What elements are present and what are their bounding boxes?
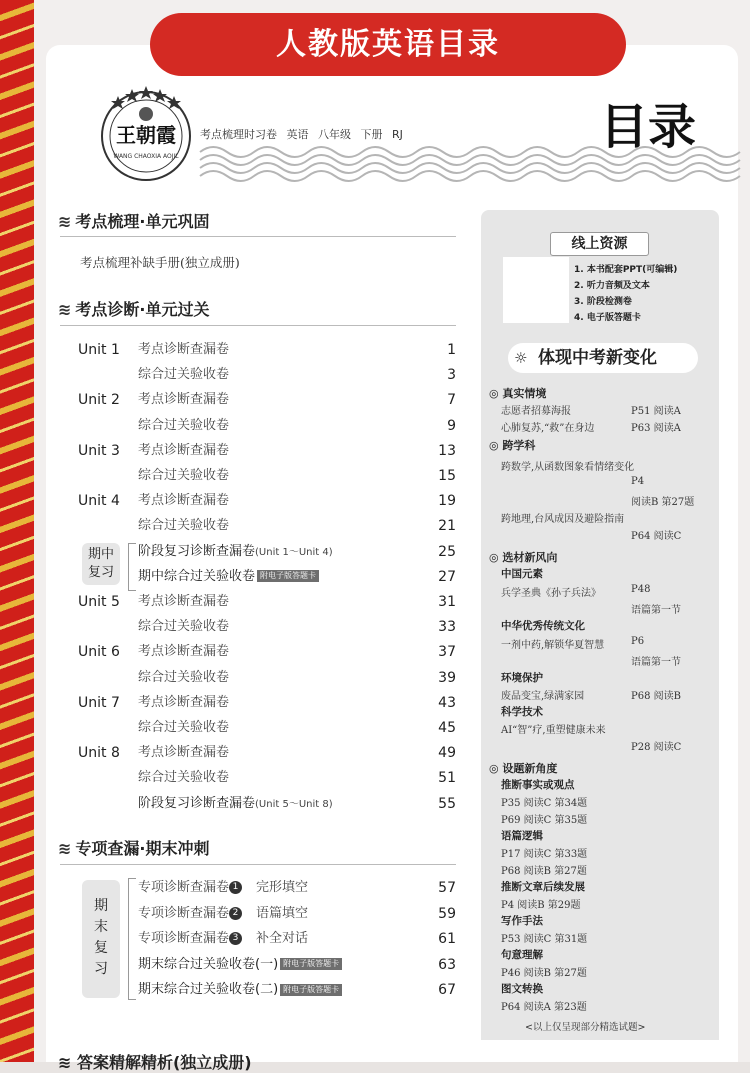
sidebar-category: ◎ 真实情境 (489, 387, 547, 400)
toc-row[interactable] (78, 792, 456, 816)
unit-label: Unit 7 (78, 694, 120, 711)
page-number: 59 (438, 905, 456, 922)
sidebar-subcategory: 语篇逻辑 (501, 830, 543, 842)
online-resources-title: 线上资源 (550, 232, 649, 256)
divider (60, 325, 456, 326)
sidebar-subcategory: 推断事实或观点 (501, 779, 575, 791)
sidebar-entry: P53 阅读C 第31题 (501, 934, 588, 945)
sidebar-entry: 跨数学,从函数图象看情绪变化 (501, 462, 635, 473)
unit-label: Unit 1 (78, 342, 120, 358)
toc-row[interactable] (78, 565, 456, 589)
toc-row[interactable] (78, 691, 456, 715)
toc-title: 综合过关验收卷 (138, 669, 230, 685)
sidebar-note: <以上仅呈现部分精选试题> (525, 1022, 646, 1033)
wave-icon: ≋ (58, 839, 72, 858)
page-number: 15 (438, 468, 456, 484)
page-number: 7 (447, 392, 456, 409)
wave-icon: ≋ (58, 212, 72, 231)
toc-row[interactable] (78, 414, 456, 438)
sidebar-entry: P46 阅读B 第27题 (501, 968, 587, 979)
resource-item: 2. 听力音频及文本 (574, 281, 650, 291)
toc-title: 综合过关验收卷 (138, 619, 230, 635)
toc-title: 考点诊断查漏卷 (138, 442, 230, 458)
toc-title: 综合过关验收卷 (138, 770, 230, 786)
toc-row[interactable] (78, 439, 456, 463)
page-number: 21 (438, 518, 456, 535)
toc-title: 综合过关验收卷 (138, 468, 230, 483)
page-number: 13 (438, 442, 456, 459)
sidebar-entry: P69 阅读C 第35题 (501, 815, 588, 826)
page-number: 49 (438, 745, 456, 762)
unit-label: Unit 5 (78, 594, 120, 610)
toc-row[interactable] (78, 876, 456, 900)
resource-item: 4. 电子版答题卡 (574, 313, 641, 323)
sidebar-entry: 兵学圣典《孙子兵法》 P48 (501, 584, 651, 599)
toc-title: 综合过关验收卷 (138, 720, 230, 735)
toc-row[interactable] (78, 978, 456, 1002)
page-number: 67 (438, 982, 456, 998)
toc-title: 综合过关验收卷 (138, 518, 230, 534)
divider (60, 236, 456, 237)
book-info: 考点梳理时习卷 英语 八年级 下册 RJ (200, 128, 403, 141)
supplement-item: 考点梳理补缺手册(独立成册) (80, 255, 240, 270)
new-trends-title: 体现中考新变化 (508, 343, 698, 373)
toc-title: 专项诊断查漏卷 3 补全对话 (138, 931, 309, 946)
sidebar-entry: 一剂中药,解锁华夏智慧 P6 (501, 636, 645, 651)
sidebar-entry: 志愿者招募海报 P51 阅读A (501, 402, 571, 417)
toc-row[interactable] (78, 514, 456, 538)
sidebar-reference: 语篇第一节 (631, 657, 681, 668)
answer-card-tag: 附电子版答题卡 (280, 984, 342, 996)
sidebar-entry: 废品变宝,绿满家园 P68 阅读B (501, 687, 584, 702)
sidebar-entry: P64 阅读A 第23题 (501, 1002, 587, 1013)
topic: 补全对话 (256, 931, 309, 946)
page-number: 45 (438, 720, 456, 736)
decorative-stripes (0, 0, 34, 1062)
toc-row[interactable] (78, 640, 456, 664)
sidebar-category: ◎ 跨学科 (489, 439, 536, 452)
sidebar-reference: P48 (631, 584, 651, 595)
sidebar-entry: P17 阅读C 第33题 (501, 849, 588, 860)
page-title: 目录 (600, 99, 697, 155)
sidebar-reference: P68 阅读B (631, 691, 681, 702)
toc-title: 考点诊断查漏卷 (138, 342, 230, 357)
toc-row[interactable] (78, 902, 456, 926)
toc-title: 考点诊断查漏卷 (138, 694, 230, 710)
sidebar-reference: P51 阅读A (631, 406, 681, 417)
unit-range: (Unit 5～Unit 8) (255, 798, 333, 810)
toc-title: 考点诊断查漏卷 (138, 594, 230, 609)
sidebar-entry: P68 阅读B 第27题 (501, 866, 587, 877)
page-number: 57 (438, 880, 456, 896)
page-number: 27 (438, 568, 456, 585)
section-heading-final: ≋ 专项查漏·期末冲刺 (58, 839, 210, 858)
section-heading-diagnosis: ≋ 考点诊断·单元过关 (58, 300, 210, 319)
sidebar-entry: 跨地理,台风成因及避险指南 (501, 514, 625, 525)
sidebar-subcategory: 中华优秀传统文化 (501, 620, 585, 632)
toc-title: 期末综合过关验收卷(一) 附电子版答题卡 (138, 953, 342, 977)
sidebar-reference: P4 (631, 476, 645, 487)
toc-row[interactable] (78, 615, 456, 639)
midterm-label: 期中 复习 (82, 543, 120, 585)
answer-card-tag: 附电子版答题卡 (257, 570, 319, 582)
lightbulb-icon: ☼ (514, 349, 528, 367)
topic: 完形填空 (256, 880, 309, 895)
toc-title: 考点诊断查漏卷 (138, 493, 230, 509)
sidebar-subcategory: 科学技术 (501, 706, 543, 718)
resource-item: 3. 阶段检测卷 (574, 297, 632, 307)
page-number: 55 (438, 795, 456, 812)
logo-text: 王朝霞 (116, 123, 176, 147)
toc-title: 阶段复习诊断查漏卷(Unit 1～Unit 4) (138, 543, 333, 559)
page-number: 61 (438, 931, 456, 947)
toc-title: 考点诊断查漏卷 (138, 745, 230, 761)
sidebar-reference: P6 (631, 636, 645, 647)
toc-title: 专项诊断查漏卷 1 完形填空 (138, 880, 309, 895)
sidebar-reference: 语篇第一节 (631, 605, 681, 616)
sidebar-category: ◎ 选材新风向 (489, 551, 558, 564)
unit-range: (Unit 1～Unit 4) (255, 546, 333, 558)
toc-row[interactable] (78, 927, 456, 951)
page-number: 39 (438, 669, 456, 686)
toc-row[interactable] (78, 363, 456, 387)
banner-title: 人教版英语目录 (150, 13, 626, 76)
sidebar-subcategory: 环境保护 (501, 672, 543, 684)
page-number: 37 (438, 644, 456, 661)
section-heading-review: ≋ 考点梳理·单元巩固 (58, 212, 210, 231)
sidebar-subcategory: 句意理解 (501, 949, 543, 961)
sidebar-entry: P35 阅读C 第34题 (501, 798, 588, 809)
page-number: 1 (447, 342, 456, 358)
sidebar-subcategory: 写作手法 (501, 915, 543, 927)
toc-title: 期中综合过关验收卷 附电子版答题卡 (138, 565, 319, 589)
toc-title: 阶段复习诊断查漏卷(Unit 5～Unit 8) (138, 795, 333, 811)
sidebar-subcategory: 图文转换 (501, 983, 543, 995)
toc-title: 期末综合过关验收卷(二) 附电子版答题卡 (138, 978, 342, 1002)
wave-decoration (200, 140, 738, 190)
page-number: 25 (438, 543, 456, 560)
number-badge: 1 (229, 881, 242, 894)
sidebar-category: ◎ 设题新角度 (489, 762, 558, 775)
sidebar-reference: P64 阅读C (631, 531, 682, 542)
page-number: 63 (438, 956, 456, 973)
toc-row[interactable] (78, 338, 456, 362)
page-number: 19 (438, 493, 456, 510)
unit-label: Unit 6 (78, 644, 120, 661)
toc-row[interactable] (78, 388, 456, 412)
toc-row[interactable] (78, 741, 456, 765)
section-heading-answers: ≋ 答案精解精析(独立成册) (58, 1053, 252, 1072)
number-badge: 2 (229, 907, 242, 920)
unit-label: Unit 4 (78, 493, 120, 510)
toc-title: 考点诊断查漏卷 (138, 644, 230, 660)
logo-caption: WANG CHAOXIA AOJIL (113, 153, 179, 160)
toc-row[interactable] (78, 590, 456, 614)
number-badge: 3 (229, 932, 242, 945)
sidebar-subcategory: 推断文章后续发展 (501, 881, 585, 893)
wave-icon: ≋ (58, 300, 72, 319)
page-number: 33 (438, 619, 456, 636)
toc-row[interactable] (78, 666, 456, 690)
page-number: 3 (447, 367, 456, 384)
brand-logo (96, 84, 196, 184)
sidebar-entry: P4 阅读B 第29题 (501, 900, 581, 911)
sidebar-entry: AI“智”疗,重塑健康未来 (501, 725, 606, 736)
toc-row[interactable] (78, 953, 456, 977)
qr-code-placeholder[interactable] (503, 257, 569, 323)
page-number: 9 (447, 417, 456, 434)
toc-title: 考点诊断查漏卷 (138, 392, 230, 408)
sidebar-reference: P63 阅读A (631, 423, 681, 434)
sidebar-reference: P28 阅读C (631, 742, 682, 753)
toc-row[interactable] (78, 540, 456, 564)
sidebar-reference: 阅读B 第27题 (631, 497, 695, 508)
topic: 语篇填空 (256, 905, 309, 921)
toc-row[interactable] (78, 766, 456, 790)
sidebar-subcategory: 中国元素 (501, 568, 543, 580)
unit-label: Unit 2 (78, 392, 120, 409)
toc-row[interactable] (78, 464, 456, 488)
resource-item: 1. 本书配套PPT(可编辑) (574, 265, 678, 275)
page-number: 31 (438, 594, 456, 610)
toc-title: 专项诊断查漏卷 2 语篇填空 (138, 905, 309, 921)
page-number: 51 (438, 770, 456, 787)
sidebar-entry: 心肺复苏,“救”在身边 P63 阅读A (501, 419, 594, 434)
unit-label: Unit 3 (78, 442, 120, 459)
toc-title: 综合过关验收卷 (138, 417, 230, 433)
unit-label: Unit 8 (78, 745, 120, 762)
page-number: 43 (438, 694, 456, 711)
toc-row[interactable] (78, 489, 456, 513)
divider (60, 864, 456, 865)
toc-title: 综合过关验收卷 (138, 367, 230, 383)
answer-card-tag: 附电子版答题卡 (280, 958, 342, 970)
toc-row[interactable] (78, 716, 456, 740)
final-review-label: 期 末 复 习 (82, 880, 120, 998)
